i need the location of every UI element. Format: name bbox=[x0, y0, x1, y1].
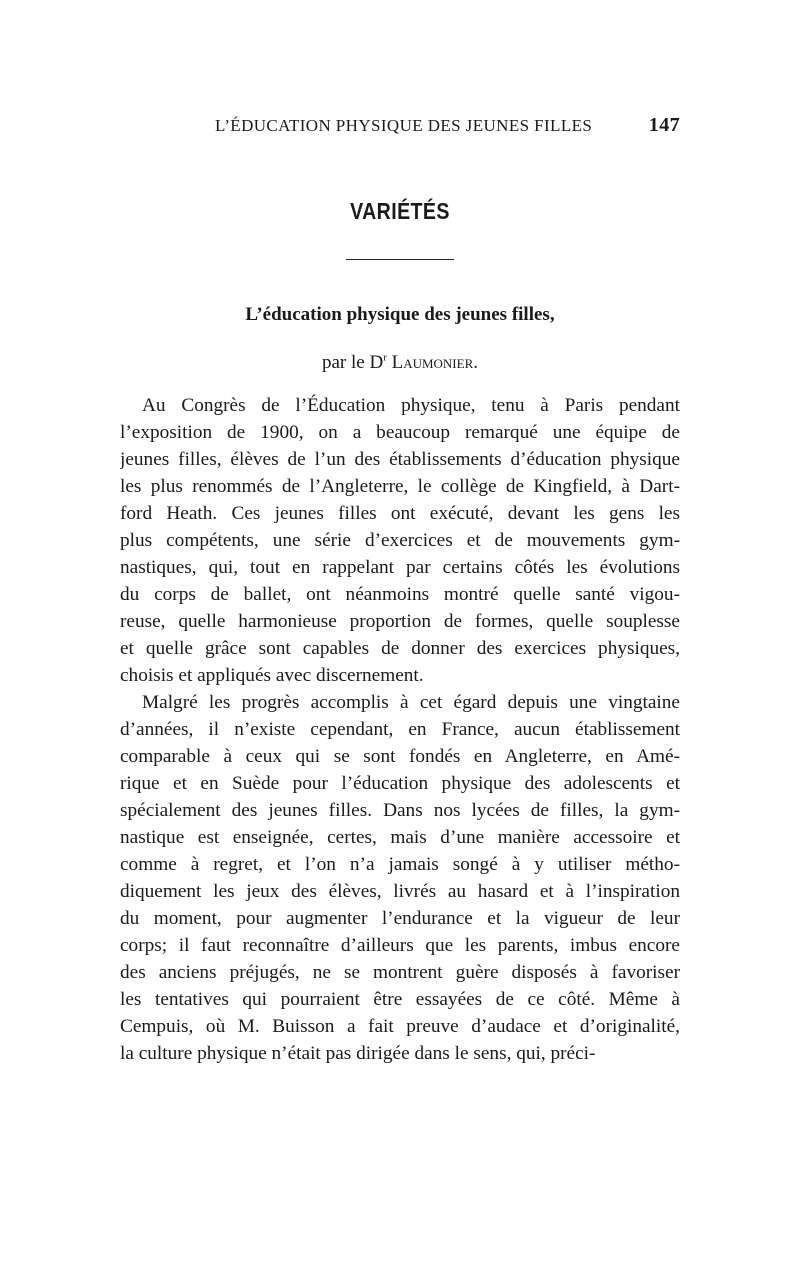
text-line: ford Heath. Ces jeunes filles ont exécuté, devant les gens les bbox=[120, 503, 680, 524]
text-line: Au Congrès de l’Éducation physique, tenu à Paris pendant bbox=[142, 395, 680, 416]
text-line: du corps de ballet, ont néanmoins montré quelle santé vigou- bbox=[120, 584, 680, 605]
text-line: du moment, pour augmenter l’endurance et la vigueur de leur bbox=[120, 908, 680, 929]
text-line: jeunes filles, élèves de l’un des établissements d’éducation physique bbox=[120, 449, 680, 470]
text-line: l’exposition de 1900, on a beaucoup remarqué une équipe de bbox=[120, 422, 680, 443]
text-line: Malgré les progrès accomplis à cet égard depuis une vingtaine bbox=[142, 692, 680, 713]
section-title: VARIÉTÉS bbox=[350, 198, 450, 224]
article-byline bbox=[120, 352, 680, 374]
paragraph bbox=[120, 689, 680, 1067]
text-line: choisis et appliqués avec discernement. bbox=[120, 665, 424, 686]
text-line: comme à regret, et l’on n’a jamais songé à y utiliser métho- bbox=[120, 854, 680, 875]
text-line: spécialement des jeunes filles. Dans nos lycées de filles, la gym- bbox=[120, 800, 680, 821]
running-head-title: L’ÉDUCATION PHYSIQUE DES JEUNES FILLES bbox=[215, 116, 593, 135]
text-line: comparable à ceux qui se sont fondés en Angleterre, en Amé- bbox=[120, 746, 680, 767]
article-title: L’éducation physique des jeunes filles, bbox=[245, 304, 555, 325]
byline-superscript: r bbox=[383, 351, 387, 364]
text-line: Cempuis, où M. Buisson a fait preuve d’audace et d’originalité, bbox=[120, 1016, 680, 1037]
byline-prefix: par le D bbox=[321, 352, 384, 373]
text-line: diquement les jeux des élèves, livrés au hasard et à l’inspiration bbox=[120, 881, 680, 902]
text-line: d’années, il n’existe cependant, en France, aucun établissement bbox=[120, 719, 680, 740]
running-head bbox=[120, 116, 680, 144]
text-line: rique et en Suède pour l’éducation physique des adolescents et bbox=[120, 773, 680, 794]
book-page bbox=[120, 0, 680, 1262]
text-line: nastiques, qui, tout en rappelant par certains côtés les évolutions bbox=[120, 557, 680, 578]
text-line: les plus renommés de l’Angleterre, le collège de Kingfield, à Dart- bbox=[120, 476, 680, 497]
paragraph bbox=[120, 392, 680, 689]
body-text bbox=[120, 392, 680, 1067]
title-divider bbox=[346, 259, 454, 260]
text-line: corps; il faut reconnaître d’ailleurs que les parents, imbus encore bbox=[120, 935, 680, 956]
text-line: des anciens préjugés, ne se montrent guère disposés à favoriser bbox=[120, 962, 680, 983]
text-line: nastique est enseignée, certes, mais d’une manière accessoire et bbox=[120, 827, 680, 848]
page-number: 147 bbox=[648, 114, 680, 136]
text-line: reuse, quelle harmonieuse proportion de formes, quelle souplesse bbox=[120, 611, 680, 632]
text-line: plus compétents, une série d’exercices et de mouvements gym- bbox=[120, 530, 680, 551]
text-line: la culture physique n’était pas dirigée dans le sens, qui, préci- bbox=[120, 1043, 596, 1064]
byline-author: Laumonier. bbox=[391, 352, 479, 373]
text-line: les tentatives qui pourraient être essayées de ce côté. Même à bbox=[120, 989, 680, 1010]
text-line: et quelle grâce sont capables de donner des exercices physiques, bbox=[120, 638, 680, 659]
